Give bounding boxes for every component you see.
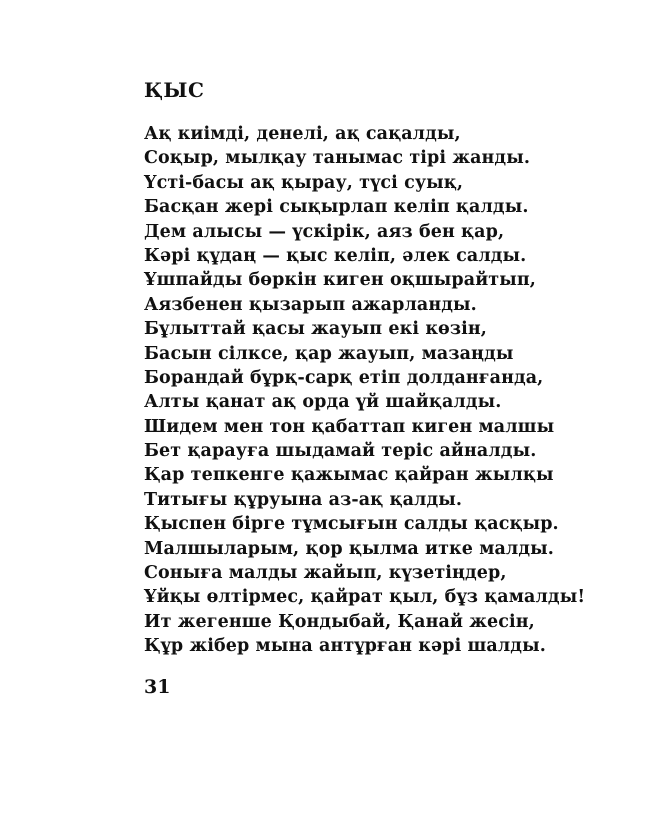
poem-line: Ұшпайды бөркін киген оқшырайтып,	[144, 270, 536, 291]
poem-line: Кәрі құдаң — қыс келіп, әлек салды.	[144, 245, 527, 266]
poem-line: Соныға малды жайып, күзетіңдер,	[144, 563, 507, 584]
page-number: 31	[144, 676, 171, 698]
poem-line: Соқыр, мылқау танымас тірі жанды.	[144, 148, 531, 169]
poem-body	[144, 122, 585, 659]
poem-line: Ұйқы өлтірмес, қайрат қыл, бұз қамалды!	[144, 587, 586, 608]
poem-line: Шидем мен тон қабаттап киген малшы	[144, 416, 555, 437]
poem-line: Бұлыттай қасы жауып екі көзін,	[144, 319, 487, 340]
poem-line: Ақ киімді, денелі, ақ сақалды,	[144, 124, 461, 144]
poem-line: Аязбенен қызарып ажарланды.	[144, 294, 477, 315]
poem-line: Қар тепкенге қажымас қайран жылқы	[144, 465, 554, 486]
poem-title: ҚЫС	[144, 78, 205, 102]
poem-line: Ит жегенше Қондыбай, Қанай жесін,	[144, 611, 535, 632]
poem-line: Бет қарауға шыдамай теріс айналды.	[144, 441, 537, 462]
poem-line: Борандай бұрқ-сарқ етіп долданғанда,	[144, 367, 544, 388]
poem-line: Қыспен бірге тұмсығын салды қасқыр.	[144, 514, 559, 535]
poem-line: Басқан жері сықырлап келіп қалды.	[144, 197, 529, 218]
poem-line: Үсті-басы ақ қырау, түсі суық,	[144, 172, 464, 193]
poem-line: Басын сілксе, қар жауып, мазаңды	[144, 343, 514, 364]
poem-line: Алты қанат ақ орда үй шайқалды.	[144, 392, 502, 413]
poem-line: Титығы құруына аз-ақ қалды.	[144, 489, 463, 510]
poem-line: Құр жібер мына антұрған кәрі шалды.	[144, 636, 546, 657]
poem-line: Дем алысы — үскірік, аяз бен қар,	[144, 221, 505, 242]
poem-line: Малшыларым, қор қылма иткe малды.	[144, 538, 554, 559]
